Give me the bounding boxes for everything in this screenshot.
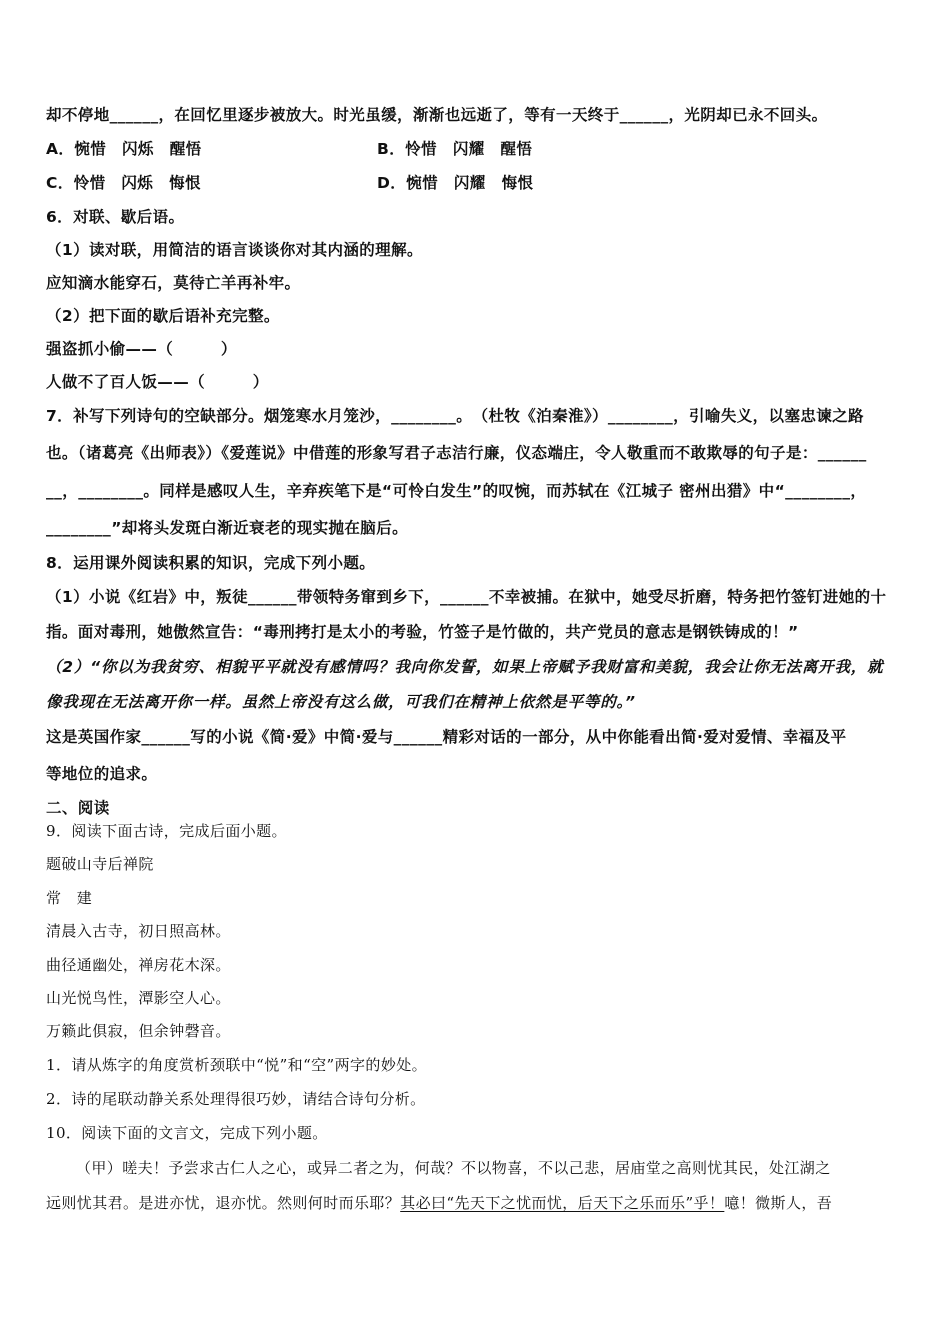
q7-line4: ________”却将头发斑白渐近衰老的现实抛在脑后。 <box>46 519 408 537</box>
q8-p2-line2: 像我现在无法离开你一样。虽然上帝没有这么做，可我们在精神上依然是平等的。” <box>46 693 636 711</box>
q9-poem-author: 常 建 <box>46 889 93 907</box>
q5-stem-tail: 却不停地______，在回忆里逐步被放大。时光虽缓，渐渐也远逝了，等有一天终于______，光阴却已永不回头。 <box>46 106 828 124</box>
q6-title: 6．对联、歇后语。 <box>46 208 185 226</box>
q10-underlined-sentence: 其必曰“先天下之忧而忧，后天下之乐而乐”乎！ <box>400 1194 725 1212</box>
q7-line1: 7．补写下列诗句的空缺部分。烟笼寒水月笼沙，________。 （杜牧《泊秦淮》）________，引喻失义，以塞忠谏之路 <box>46 407 864 425</box>
q6-couplet: 应知滴水能穿石，莫待亡羊再补牢。 <box>46 274 301 292</box>
q6-sub1: （1）读对联，用简洁的语言谈谈你对其内涵的理解。 <box>46 241 423 259</box>
q10-passage-line1: （甲）嗟夫！予尝求古仁人之心，或异二者之为，何哉？不以物喜，不以己悲，居庙堂之高则忧其民，处江湖之 <box>76 1159 831 1177</box>
q9-verse: 山光悦鸟性，潭影空人心。 <box>46 989 231 1007</box>
q10-passage-line2-b: 噫！微斯人，吾 <box>724 1194 833 1212</box>
q10-title: 10．阅读下面的文言文，完成下列小题。 <box>46 1124 328 1142</box>
q7-line3: __，________。同样是感叹人生，辛弃疾笔下是“可怜白发生”的叹惋，而苏轼在《江城子 密州出猎》中“________， <box>46 482 867 500</box>
q6-xiehouyu-2: 人做不了百人饭——（ ） <box>46 373 269 391</box>
q8-p1-line1: （1）小说《红岩》中，叛徒______带领特务窜到乡下，______不幸被捕。在狱中，她受尽折磨，特务把竹签钉进她的十 <box>46 588 887 606</box>
q9-verse: 万籁此俱寂，但余钟磬音。 <box>46 1022 231 1040</box>
q7-line2: 也。（诸葛亮《出师表》）《爱莲说》中借莲的形象写君子志洁行廉，仪态端庄，令人敬重而不敢欺辱的句子是：______ <box>46 444 867 462</box>
q9-title: 9．阅读下面古诗，完成后面小题。 <box>46 822 287 840</box>
q9-poem-title: 题破山寺后禅院 <box>46 855 154 873</box>
section-heading-reading: 二、阅读 <box>46 799 110 817</box>
q8-p1-line2: 指。面对毒刑，她傲然宣告：“毒刑拷打是太小的考验，竹签子是竹做的，共产党员的意志是钢铁铸成的！” <box>46 623 799 641</box>
q8-p2-line1: （2）“你以为我贫穷、相貌平平就没有感情吗？我向你发誓，如果上帝赋予我财富和美貌，我会让你无法离开我，就 <box>46 658 884 676</box>
q8-title: 8．运用课外阅读积累的知识，完成下列小题。 <box>46 554 376 572</box>
q9-sub2: 2．诗的尾联动静关系处理得很巧妙，请结合诗句分析。 <box>46 1090 426 1108</box>
q9-verse: 曲径通幽处，禅房花木深。 <box>46 956 231 974</box>
q8-p3-line2: 等地位的追求。 <box>46 765 158 783</box>
q5-option-c: C．怜惜 闪烁 悔恨 <box>46 174 201 192</box>
q10-passage-line2 <box>46 1192 832 1213</box>
q5-option-a: A．惋惜 闪烁 醒悟 <box>46 140 202 158</box>
q10-passage-line2-a: 远则忧其君。是进亦忧，退亦忧。然则何时而乐耶？ <box>46 1194 401 1212</box>
q9-sub1: 1．请从炼字的角度赏析颈联中“悦”和“空”两字的妙处。 <box>46 1056 428 1074</box>
q8-p3-line1: 这是英国作家______写的小说《简·爱》中简·爱与______精彩对话的一部分，从中你能看出简·爱对爱情、幸福及平 <box>46 728 847 746</box>
q9-verse: 清晨入古寺，初日照高林。 <box>46 922 231 940</box>
q6-sub2: （2）把下面的歇后语补充完整。 <box>46 307 280 325</box>
q5-option-d: D．惋惜 闪耀 悔恨 <box>377 174 534 192</box>
q6-xiehouyu-1: 强盗抓小偷——（ ） <box>46 340 237 358</box>
q5-option-b: B．怜惜 闪耀 醒悟 <box>377 140 533 158</box>
